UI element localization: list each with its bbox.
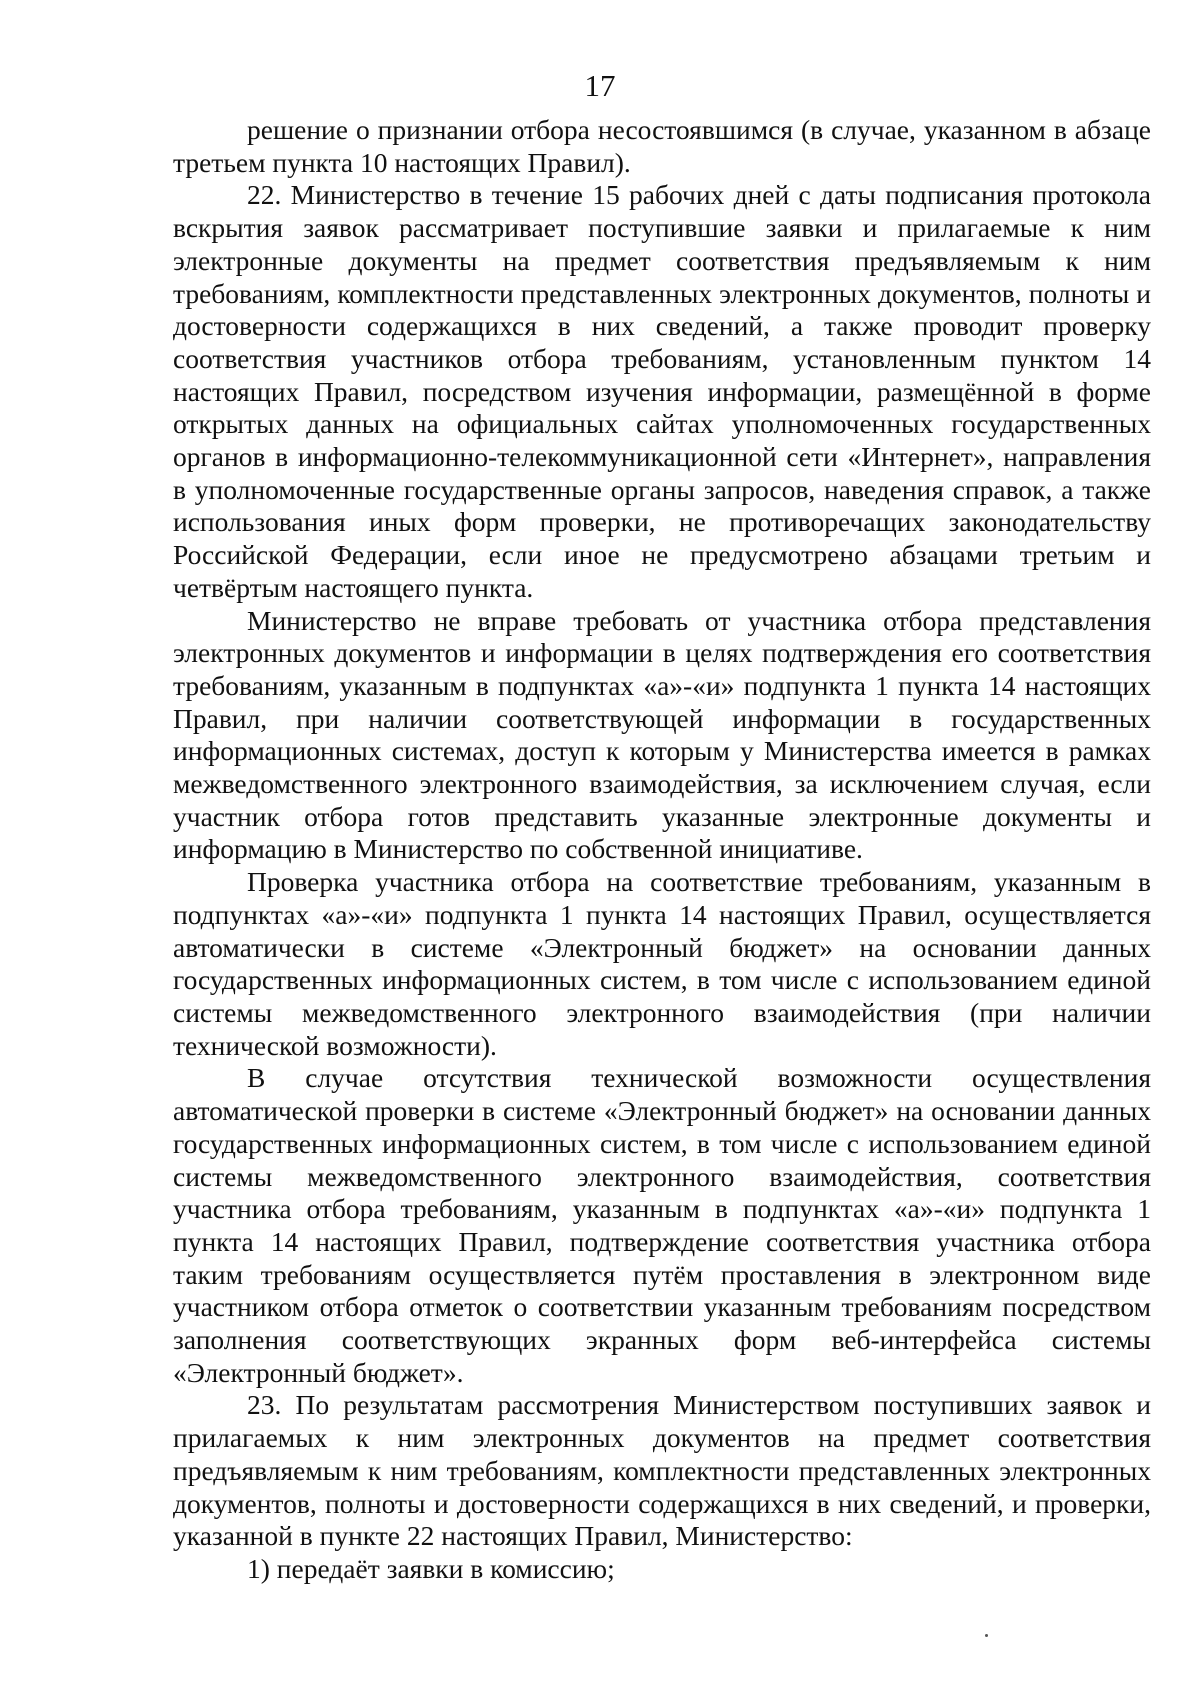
- paragraph-no-technical-possibility: В случае отсутствия технической возможности осуществления автоматической проверки в системе «Электронный бюджет» на основании данных государственных информационных систем, в том числе с использованием единой системы межведомственного электронного взаимодействия, соответствия участника отбора требованиям, указанным в подпунктах «а»-«и» подпункта 1 пункта 14 настоящих Правил, подтверждение соответствия участника отбора таким требованиям осуществляется путём проставления в электронном виде участником отбора отметок о соответствии указанным требованиям посредством заполнения соответствующих экранных форм веб-интерфейса системы «Электронный бюджет».: [173, 1062, 1151, 1388]
- paragraph-automatic-check: Проверка участника отбора на соответствие требованиям, указанным в подпунктах «а»-«и» подпункта 1 пункта 14 настоящих Правил, осуществляется автоматически в системе «Электронный бюджет» на основании данных государственных информационных систем, в том числе с использованием единой системы межведомственного электронного взаимодействия (при наличии технической возможности).: [173, 866, 1151, 1061]
- paragraph-subitem-1: 1) передаёт заявки в комиссию;: [247, 1552, 615, 1584]
- paragraph-ministry-not-entitled: Министерство не вправе требовать от участника отбора представления электронных документов и информации в целях подтверждения его соответствия требованиям, указанным в подпунктах «а»-«и» подпункта 1 пункта 14 настоящих Правил, при наличии соответствующей информации в государственных информационных системах, доступ к которым у Министерства имеется в рамках межведомственного электронного взаимодействия, за исключением случая, если участник отбора готов представить указанные электронные документы и информацию в Министерство по собственной инициативе.: [173, 604, 1151, 865]
- paragraph-decision-continuation: решение о признании отбора несостоявшимся (в случае, указанном в абзаце третьем пункта 10 настоящих Правил).: [173, 114, 1151, 178]
- paragraph-item-22: 22. Министерство в течение 15 рабочих дней с даты подписания протокола вскрытия заявок рассматривает поступившие заявки и прилагаемые к ним электронные документы на предмет соответствия предъявляемым к ним требованиям, комплектности представленных электронных документов, полноты и достоверности содержащихся в них сведений, а также проводит проверку соответствия участников отбора требованиям, установленным пунктом 14 настоящих Правил, посредством изучения информации, размещённой в форме открытых данных на официальных сайтах уполномоченных государственных органов в информационно-телекоммуникационной сети «Интернет», направления в уполномоченные государственные органы запросов, наведения справок, а также использования иных форм проверки, не противоречащих законодательству Российской Федерации, если иное не предусмотрено абзацами третьим и четвёртым настоящего пункта.: [173, 179, 1151, 603]
- page-number: 17: [584, 68, 616, 103]
- document-body: [173, 114, 1151, 1586]
- scan-speck: [985, 1634, 988, 1637]
- paragraph-item-23: 23. По результатам рассмотрения Министерством поступивших заявок и прилагаемых к ним электронных документов на предмет соответствия предъявляемым к ним требованиям, комплектности представленных электронных документов, полноты и достоверности содержащихся в них сведений, и проверки, указанной в пункте 22 настоящих Правил, Министерство:: [173, 1389, 1151, 1552]
